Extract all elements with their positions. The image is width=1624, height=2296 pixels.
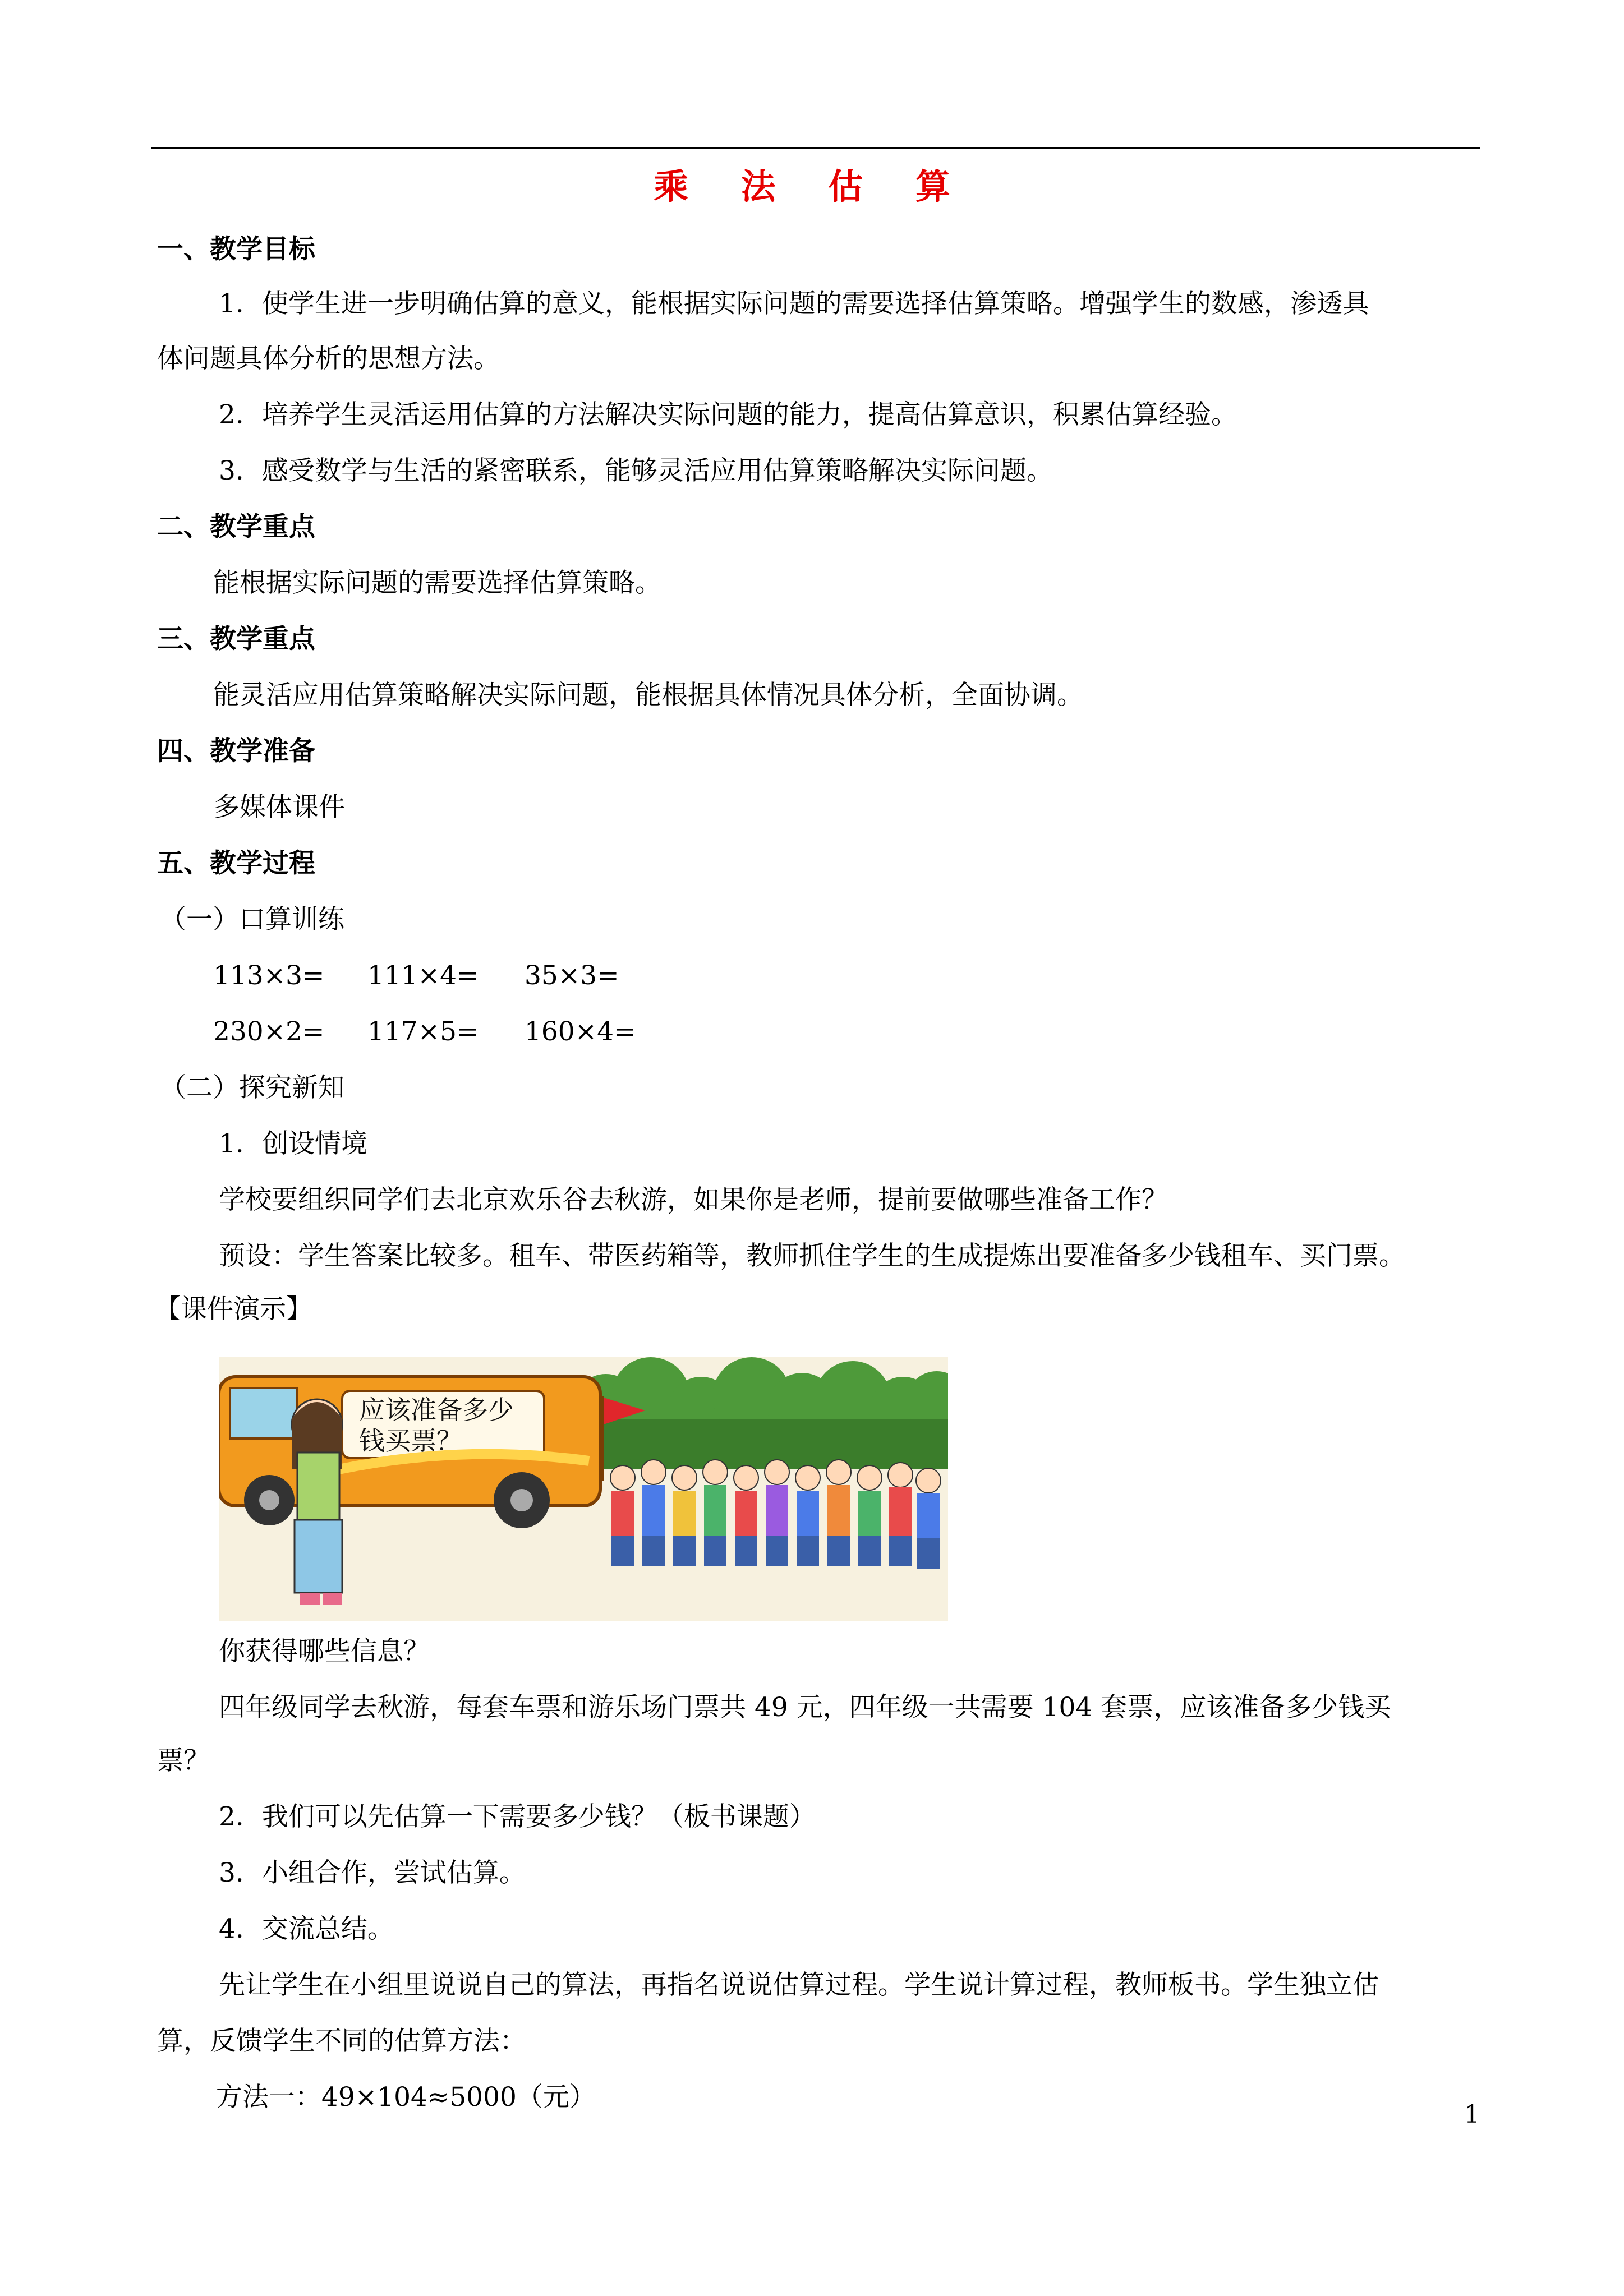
- preparation-text: 多媒体课件: [213, 792, 345, 823]
- method-1: 方法一：49×104≈5000（元）: [216, 2082, 596, 2113]
- page-title: 乘 法 估 算: [654, 166, 970, 207]
- summary-line-1: 先让学生在小组里说说自己的算法，再指名说说估算过程。学生说计算过程，教师板书。学生独立估: [219, 1970, 1379, 2000]
- info-line-1: 四年级同学去秋游，每套车票和游乐场门票共 49 元，四年级一共需要 104 套票，应该准备多少钱买: [219, 1692, 1391, 1723]
- header-rule: [151, 147, 1480, 149]
- key-points-2-text: 能灵活应用估算策略解决实际问题，能根据具体情况具体分析，全面协调。: [213, 680, 1083, 711]
- teacher-figure: [292, 1399, 342, 1605]
- preset-text: 预设：学生答案比较多。租车、带医药箱等，教师抓住学生的生成提炼出要准备多少钱租车、买门票。: [219, 1241, 1405, 1271]
- info-line-2: 票？: [157, 1745, 210, 1776]
- objective-1-line-1: 1．使学生进一步明确估算的意义，能根据实际问题的需要选择估算策略。增强学生的数感，渗透具: [219, 288, 1369, 319]
- scene-text: 学校要组织同学们去北京欢乐谷去秋游，如果你是老师，提前要做哪些准备工作？: [219, 1184, 1168, 1215]
- calc-row-1: [213, 959, 619, 993]
- calc-item: 111×4=: [367, 960, 479, 991]
- step-1: 1．创设情境: [219, 1128, 367, 1159]
- bus-field-trip-illustration: [219, 1357, 948, 1621]
- objective-3: 3．感受数学与生活的紧密联系，能够灵活应用估算策略解决实际问题。: [219, 455, 1053, 486]
- section-heading-key-points-2: 三、教学重点: [157, 624, 315, 654]
- objective-1-line-2: 体问题具体分析的思想方法。: [157, 343, 500, 374]
- calc-item: 160×4=: [525, 1016, 636, 1047]
- calc-item: 113×3=: [213, 960, 325, 991]
- bubble-text-2: 钱买票？: [359, 1426, 462, 1456]
- section-heading-key-points: 二、教学重点: [157, 511, 315, 542]
- info-question: 你获得哪些信息？: [219, 1636, 430, 1667]
- step-3: 3．小组合作，尝试估算。: [219, 1857, 526, 1888]
- calc-item: 35×3=: [525, 960, 619, 991]
- subsection-explore: （二）探究新知: [160, 1072, 344, 1103]
- summary-line-2: 算，反馈学生不同的估算方法：: [157, 2026, 526, 2057]
- section-heading-preparation: 四、教学准备: [157, 736, 315, 767]
- step-2: 2．我们可以先估算一下需要多少钱？（板书课题）: [219, 1801, 816, 1832]
- page-number: 1: [1464, 2100, 1480, 2129]
- step-4: 4．交流总结。: [219, 1914, 394, 1944]
- calc-row-2: [213, 1015, 636, 1049]
- calc-item: 117×5=: [367, 1016, 479, 1047]
- calc-item: 230×2=: [213, 1016, 325, 1047]
- objective-2: 2．培养学生灵活运用估算的方法解决实际问题的能力，提高估算意识，积累估算经验。: [219, 399, 1237, 430]
- demo-label: 【课件演示】: [154, 1294, 312, 1325]
- section-heading-objectives: 一、教学目标: [157, 234, 315, 265]
- bubble-text-1: 应该准备多少: [359, 1395, 514, 1425]
- subsection-oral-calc: （一）口算训练: [160, 904, 344, 935]
- section-heading-process: 五、教学过程: [157, 848, 315, 879]
- key-points-text: 能根据实际问题的需要选择估算策略。: [213, 568, 661, 598]
